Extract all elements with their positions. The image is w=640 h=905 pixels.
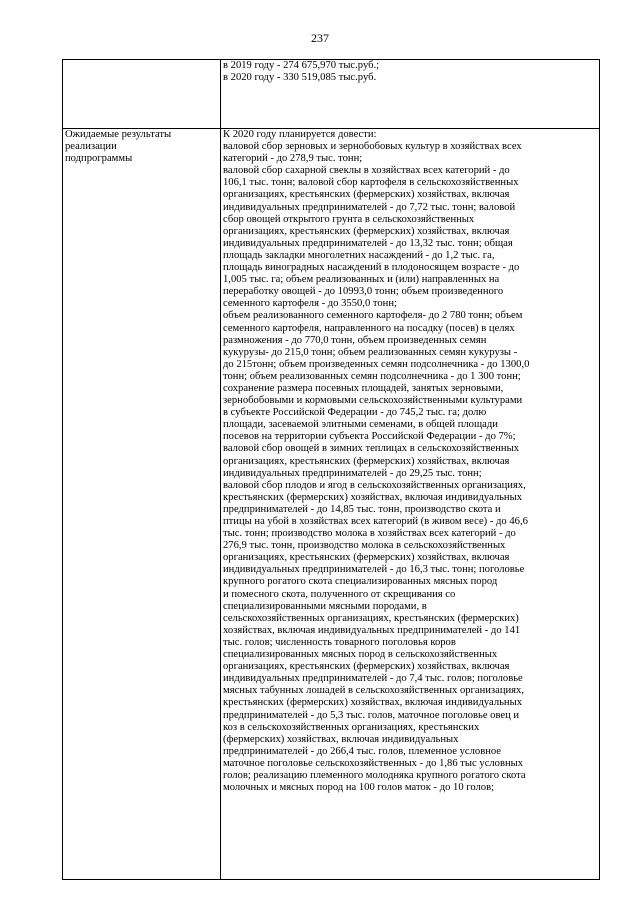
text-line: 106,1 тыс. тонн; валовой сбор картофеля в сельскохозяйственных	[223, 177, 519, 189]
text-line: К 2020 году планируется довести:	[223, 129, 377, 140]
text-line: валовой сбор сахарной свеклы в хозяйствах всех категорий - до	[223, 165, 510, 177]
text-line: категорий - до 278,9 тыс. тонн;	[223, 153, 363, 165]
expected-results-text	[221, 129, 600, 880]
text-line: индивидуальных предпринимателей - до 7,4 тыс. голов; поголовье	[223, 673, 523, 685]
text-line: организациях, крестьянских (фермерских) хозяйствах, включая	[223, 661, 510, 673]
text-line: площади, засеваемой элитными семенами, в общей площади	[223, 419, 498, 431]
text-line: тыс. тонн; производство молока в хозяйствах всех категорий - до	[223, 528, 516, 540]
text-line: сбор овощей открытого грунта в сельскохозяйственных	[223, 213, 475, 225]
text-line: тыс. голов; численность товарного поголовья коров	[223, 636, 456, 648]
subprogram-table	[62, 59, 600, 880]
text-line: крестьянских (фермерских) хозяйствах, включая индивидуальных	[223, 697, 523, 709]
text-line: переработку овощей - до 10993,0 тонн; объем произведенного	[223, 286, 504, 298]
label-line: реализации	[65, 141, 117, 153]
label-line: Ожидаемые результаты	[65, 129, 172, 140]
text-line: валовой сбор плодов и ягод в сельскохозяйственных организациях,	[223, 479, 526, 491]
text-line: специализированными мясными породами, в	[223, 600, 427, 612]
text-line: посевов на территории субъекта Российской Федерации - до 7%;	[223, 431, 516, 443]
text-line: 276,9 тыс. тонн, производство молока в сельскохозяйственных	[223, 540, 506, 552]
text-line: в субъекте Российской Федерации - до 745,2 тыс. га; долю	[223, 407, 487, 419]
funding-years-cell	[221, 60, 600, 129]
text-line: валовой сбор зерновых и зернобобовых культур в хозяйствах всех	[223, 141, 522, 153]
text-line: и помесного скота, полученного от скрещивания со	[223, 588, 456, 600]
funding-line-2019: в 2019 году - 274 675,970 тыс.руб.;	[223, 60, 380, 71]
text-line: коз в сельскохозяйственных организациях, крестьянских	[223, 721, 480, 733]
text-line: валовой сбор овощей в зимних теплицах в сельскохозяйственных	[223, 443, 520, 455]
text-line: семенного картофеля, направленного на посадку (посев) в целях	[223, 322, 515, 334]
text-line: индивидуальных предпринимателей - до 13,32 тыс. тонн; общая	[223, 237, 513, 249]
text-line: организациях, крестьянских (фермерских) хозяйствах, включая	[223, 552, 510, 564]
label-line: подпрограммы	[65, 153, 133, 165]
text-line: маточное поголовье сельскохозяйственных - до 1,86 тыс условных	[223, 757, 524, 769]
table-row-expected-results	[63, 129, 600, 880]
text-line: зернобобовыми и кормовыми сельскохозяйственными культурами	[223, 395, 523, 407]
text-line: птицы на убой в хозяйствах всех категорий (в живом весе) - до 46,6	[223, 516, 528, 527]
funding-line-2020: в 2020 году - 330 519,085 тыс.руб.	[223, 72, 377, 84]
text-line: сельскохозяйственных организациях, крестьянских (фермерских)	[223, 612, 519, 624]
text-line: мясных табунных лошадей в сельскохозяйственных организациях,	[223, 685, 524, 697]
text-line: тонн; объем реализованных семян подсолнечника - до 1 300 тонн;	[223, 370, 521, 382]
text-line: объем реализованного семенного картофеля- до 2 780 тонн; объем	[223, 310, 523, 322]
text-line: предпринимателей - до 266,4 тыс. голов, племенное условное	[223, 745, 502, 757]
text-line: молочных и мясных пород на 100 голов маток - до 10 голов;	[223, 782, 495, 794]
page-number: 237	[311, 31, 329, 45]
text-line: крестьянских (фермерских) хозяйствах, включая индивидуальных	[223, 491, 523, 503]
text-line: индивидуальных предпринимателей - до 29,25 тыс. тонн;	[223, 467, 482, 479]
text-line: 1,005 тыс. га; объем реализованных и (или) направленных на	[223, 274, 500, 286]
text-line: площадь виноградных насаждений в плодоносящем возрасте - до	[223, 262, 520, 274]
text-line: специализированных мясных пород в сельскохозяйственных	[223, 649, 498, 661]
text-line: сохранение размера посевных площадей, занятых зерновыми,	[223, 382, 504, 394]
text-line: кукурузы- до 215,0 тонн; объем реализованных семян кукурузы -	[223, 346, 518, 358]
text-line: предпринимателей - до 5,3 тыс. голов, маточное поголовье овец и	[223, 709, 520, 721]
row-label-empty	[63, 60, 221, 129]
table-row-funding-continuation	[63, 60, 600, 129]
text-line: крупного рогатого скота специализированных мясных пород	[223, 576, 498, 588]
text-line: площадь закладки многолетних насаждений - до 1,2 тыс. га,	[223, 249, 495, 261]
text-line: индивидуальных предпринимателей - до 16,3 тыс. тонн; поголовье	[223, 564, 525, 576]
text-line: организациях, крестьянских (фермерских) хозяйствах, включая	[223, 225, 510, 237]
text-line: (фермерских) хозяйствах, включая индивидуальных	[223, 733, 459, 745]
text-line: индивидуальных предпринимателей - до 7,72 тыс. тонн; валовой	[223, 201, 516, 213]
text-line: до 215тонн; объем произведенных семян подсолнечника - до 1300,0	[223, 358, 530, 370]
row-label-expected-results	[63, 129, 221, 880]
text-line: размножения - до 770,0 тонн, объем произведенных семян	[223, 334, 487, 346]
text-line: семенного картофеля - до 3550,0 тонн;	[223, 298, 397, 310]
text-line: предпринимателей - до 14,85 тыс. тонн, производство скота и	[223, 503, 501, 515]
text-line: организациях, крестьянских (фермерских) хозяйствах, включая	[223, 455, 510, 467]
text-line: организациях, крестьянских (фермерских) хозяйствах, включая	[223, 189, 510, 201]
text-line: голов; реализацию племенного молодняка крупного рогатого скота	[223, 769, 526, 781]
text-line: хозяйствах, включая индивидуальных предпринимателей - до 141	[223, 624, 521, 636]
